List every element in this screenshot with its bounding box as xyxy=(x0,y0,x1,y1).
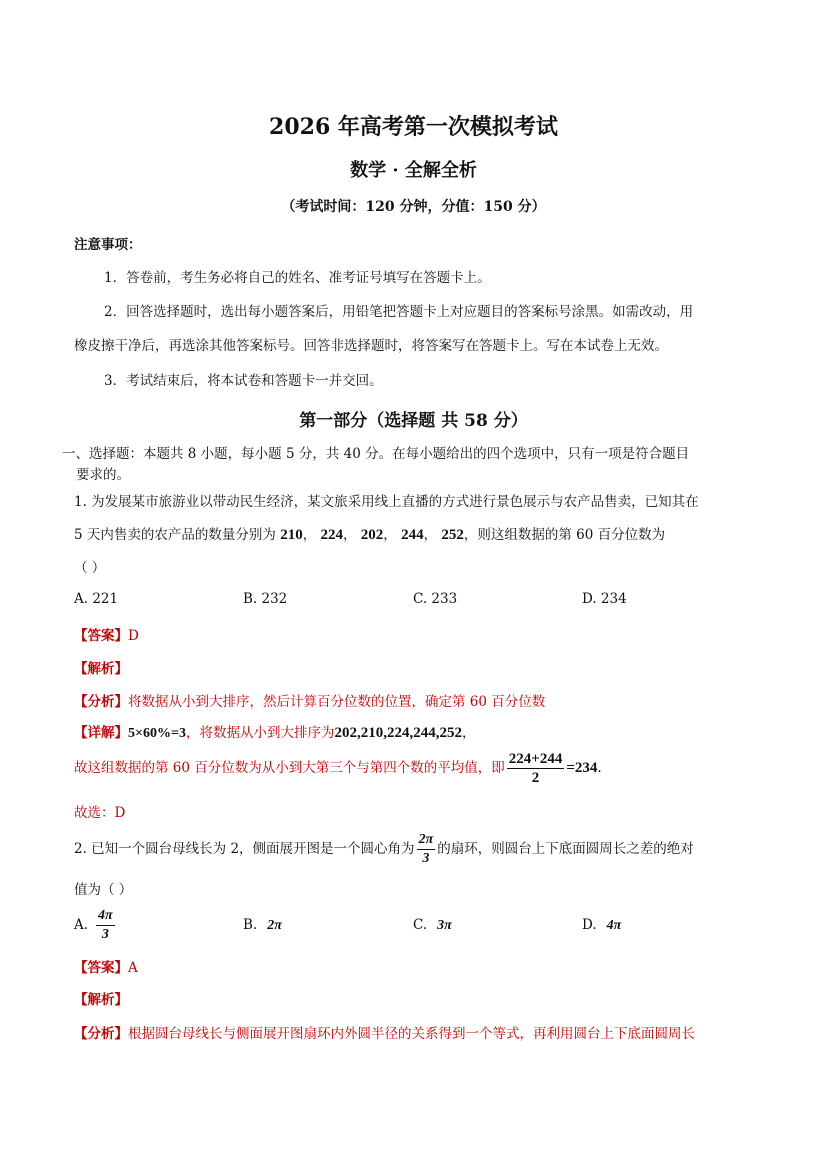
q1-analysis-tag: 【解析】 xyxy=(74,661,128,677)
answer-value: A xyxy=(128,960,138,976)
mean-fraction xyxy=(507,750,565,787)
q2-analysis-tag: 【解析】 xyxy=(74,992,128,1008)
fraction-denominator: 2 xyxy=(531,770,540,786)
q1-option-a: A. 221 xyxy=(74,591,119,607)
q2-stem-line1 xyxy=(74,831,694,868)
q1-sep: ， xyxy=(383,527,397,543)
q1-stem-pre: 5 天内售卖的农产品的数量分别为 xyxy=(74,527,276,543)
q1-sep: ， xyxy=(423,527,438,543)
sorted-data: 202,210,224,244,252 xyxy=(334,725,462,741)
q1-answer xyxy=(74,624,139,644)
page-subtitle: 数学 · 全解全析 xyxy=(350,160,477,181)
page-title: 2026 年高考第一次模拟考试 xyxy=(269,114,558,140)
q1-sep: ， xyxy=(342,527,357,543)
part1-heading: 第一部分（选择题 共 58 分） xyxy=(299,411,528,431)
fraction-numerator: 2π xyxy=(417,831,436,850)
conclusion-text: 故这组数据的第 60 百分位数为从小到大第三个与第四个数的平均值，即 xyxy=(74,760,505,776)
option-value: 2π xyxy=(267,918,282,933)
q1-sep: ， xyxy=(302,527,317,543)
option-label: A. xyxy=(74,917,89,933)
option-label: B. xyxy=(243,917,258,933)
period: . xyxy=(597,760,602,776)
q1-value: 202 xyxy=(360,527,384,543)
fraction-denominator: 3 xyxy=(101,927,109,942)
q1-option-b: B. 232 xyxy=(243,591,288,607)
xiangjie-mid: ，将数据从小到大排序为 xyxy=(185,725,335,741)
q1-value: 224 xyxy=(320,527,343,543)
q1-option-c: C. 233 xyxy=(413,591,458,607)
q2-stem-pre: 2. 已知一个圆台母线长为 2，侧面展开图是一个圆心角为 xyxy=(74,841,415,857)
notice-item-1: 1．答卷前，考生务必将自己的姓名、准考证号填写在答题卡上。 xyxy=(104,270,491,286)
q1-fenxi xyxy=(74,690,545,710)
q2-option-c xyxy=(413,917,452,934)
answer-tag: 【答案】 xyxy=(74,960,128,976)
option-value: 4π xyxy=(606,918,622,933)
q2-option-b xyxy=(243,917,282,934)
option-label: D. xyxy=(582,917,597,933)
q1-stem-line1: 1. 为发展某市旅游业以带动民生经济，某文旅采用线上直播的方式进行景色展示与农产品售卖，已知其在 xyxy=(74,494,699,510)
q1-stem-post: ，则这组数据的第 60 百分位数为 xyxy=(463,527,666,543)
answer-tag: 【答案】 xyxy=(74,628,128,644)
fenxi-tag: 【分析】 xyxy=(74,694,128,710)
q1-choose: 故选：D xyxy=(74,805,126,821)
q1-value: 244 xyxy=(401,527,424,543)
xiangjie-tag: 【详解】 xyxy=(74,725,128,741)
q1-stem-line2 xyxy=(74,523,665,544)
xiangjie-end: ， xyxy=(461,725,476,741)
q2-stem-line2: 值为（ ） xyxy=(74,882,133,898)
angle-fraction xyxy=(417,831,436,868)
exam-info: （考试时间：120 分钟，分值：150 分） xyxy=(281,199,546,215)
fenxi-tag: 【分析】 xyxy=(74,1026,128,1042)
notice-item-3: 3．考试结束后，将本试卷和答题卡一并交回。 xyxy=(104,373,383,389)
notice-item-2: 2．回答选择题时，选出每小题答案后，用铅笔把答题卡上对应题目的答案标号涂黑。如需改动，用 xyxy=(104,304,694,320)
q1-value: 252 xyxy=(441,527,464,543)
q2-option-d xyxy=(582,917,621,934)
notice-heading: 注意事项： xyxy=(74,237,142,253)
part1-instruction: 一、选择题：本题共 8 小题，每小题 5 分，共 40 分。在每小题给出的四个选项中，只有一项是符合题目 xyxy=(62,446,690,462)
q1-option-d: D. 234 xyxy=(582,591,627,607)
fenxi-text: 将数据从小到大排序，然后计算百分位数的位置，确定第 60 百分位数 xyxy=(128,694,546,710)
q1-paren: （ ） xyxy=(74,560,106,576)
fraction-result: =234 xyxy=(566,760,598,776)
part1-instruction-cont: 要求的。 xyxy=(76,467,130,483)
option-a-fraction xyxy=(96,907,115,944)
option-label: C. xyxy=(413,917,428,933)
answer-value: D xyxy=(128,628,139,644)
calc-expression: 5×60%=3 xyxy=(128,726,186,741)
q2-option-a xyxy=(74,907,117,944)
q2-fenxi xyxy=(74,1022,695,1042)
notice-item-2-cont: 橡皮擦干净后，再选涂其他答案标号。回答非选择题时，将答案写在答题卡上。写在本试卷上无效。 xyxy=(74,338,668,354)
q1-xiangjie xyxy=(74,721,475,742)
q2-stem-post: 的扇环，则圆台上下底面圆周长之差的绝对 xyxy=(437,841,694,857)
fraction-numerator: 224+244 xyxy=(508,751,563,767)
option-value: 3π xyxy=(437,918,452,933)
fraction-denominator: 3 xyxy=(422,851,430,866)
q2-answer xyxy=(74,956,138,976)
fraction-numerator: 4π xyxy=(96,907,115,926)
q1-value: 210 xyxy=(280,527,303,543)
fenxi-text: 根据圆台母线长与侧面展开图扇环内外圆半径的关系得到一个等式，再利用圆台上下底面圆周长 xyxy=(128,1026,695,1042)
q1-conclusion xyxy=(74,750,602,787)
